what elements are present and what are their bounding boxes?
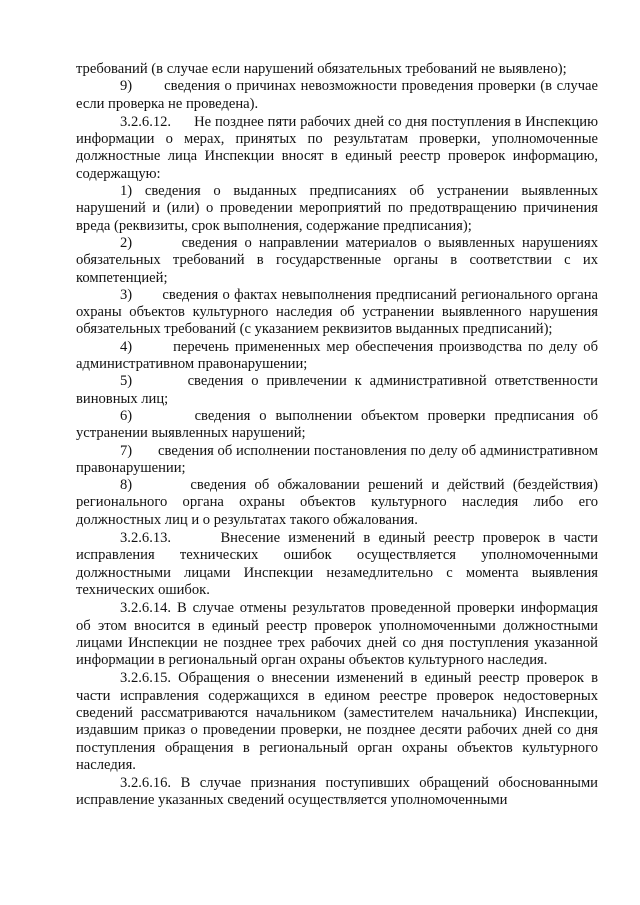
list-item-5: 5) сведения о привлечении к административной ответственности виновных лиц; bbox=[76, 373, 598, 407]
section-3-2-6-16: 3.2.6.16. В случае признания поступивших обращений обоснованными исправление указанных сведений осуществляется уполномоченными bbox=[76, 775, 598, 809]
list-item-3: 3) сведения о фактах невыполнения предписаний регионального органа охраны объектов культурного наследия об устранении выявленного нарушения обязательных требований (с указанием реквизитов выданных предписаний); bbox=[76, 286, 598, 338]
section-3-2-6-13: 3.2.6.13. Внесение изменений в единый реестр проверок в части исправления технических ошибок осуществляется уполномоченными должностными лицами Инспекции незамедлительно с момента выявления технических ошибок. bbox=[76, 530, 598, 598]
document-body bbox=[76, 61, 598, 810]
section-3-2-6-14: 3.2.6.14. В случае отмены результатов проведенной проверки информация об этом вносится в единый реестр проверок уполномоченными должностными лицами Инспекции не позднее трех рабочих дней со дня поступления указанной информации в региональный орган охраны объектов культурного наследия. bbox=[76, 600, 598, 669]
section-3-2-6-12: 3.2.6.12. Не позднее пяти рабочих дней со дня поступления в Инспекцию информации о мерах, принятых по результатам проверки, уполномоченные должностные лица Инспекции вносят в единый реестр проверок информацию, содержащую: bbox=[76, 113, 598, 182]
list-item-2: 2) сведения о направлении материалов о выявленных нарушениях обязательных требований в государственные органы в соответствии с их компетенцией; bbox=[76, 234, 598, 286]
list-item-8: 8) сведения об обжаловании решений и действий (бездействия) регионального органа охраны объектов культурного наследия либо его должностных лиц и о результатах такого обжалования. bbox=[76, 477, 598, 528]
list-item-7: 7) сведения об исполнении постановления по делу об административном правонарушении; bbox=[76, 442, 598, 476]
list-item-1: 1) сведения о выданных предписаниях об устранении выявленных нарушений и (или) о проведении мероприятий по предотвращению причинения вреда (реквизиты, срок выполнения, содержание предписания); bbox=[76, 183, 598, 234]
list-item-9: 9) сведения о причинах невозможности проведения проверки (в случае если проверка не проведена). bbox=[76, 78, 598, 112]
section-3-2-6-15: 3.2.6.15. Обращения о внесении изменений в единый реестр проверок в части исправления содержащихся в едином реестре проверок недостоверных сведений рассматриваются начальником (заместителем начальника) Инспекции, издавшим приказ о проведении проверки, не позднее десяти рабочих дней со дня поступления обращения в региональный орган охраны объектов культурного наследия. bbox=[76, 670, 598, 773]
paragraph-continuation: требований (в случае если нарушений обязательных требований не выявлено); bbox=[76, 61, 567, 77]
list-item-4: 4) перечень примененных мер обеспечения производства по делу об административном правонарушении; bbox=[76, 338, 598, 373]
list-item-6: 6) сведения о выполнении объектом проверки предписания об устранении выявленных нарушений; bbox=[76, 407, 598, 442]
